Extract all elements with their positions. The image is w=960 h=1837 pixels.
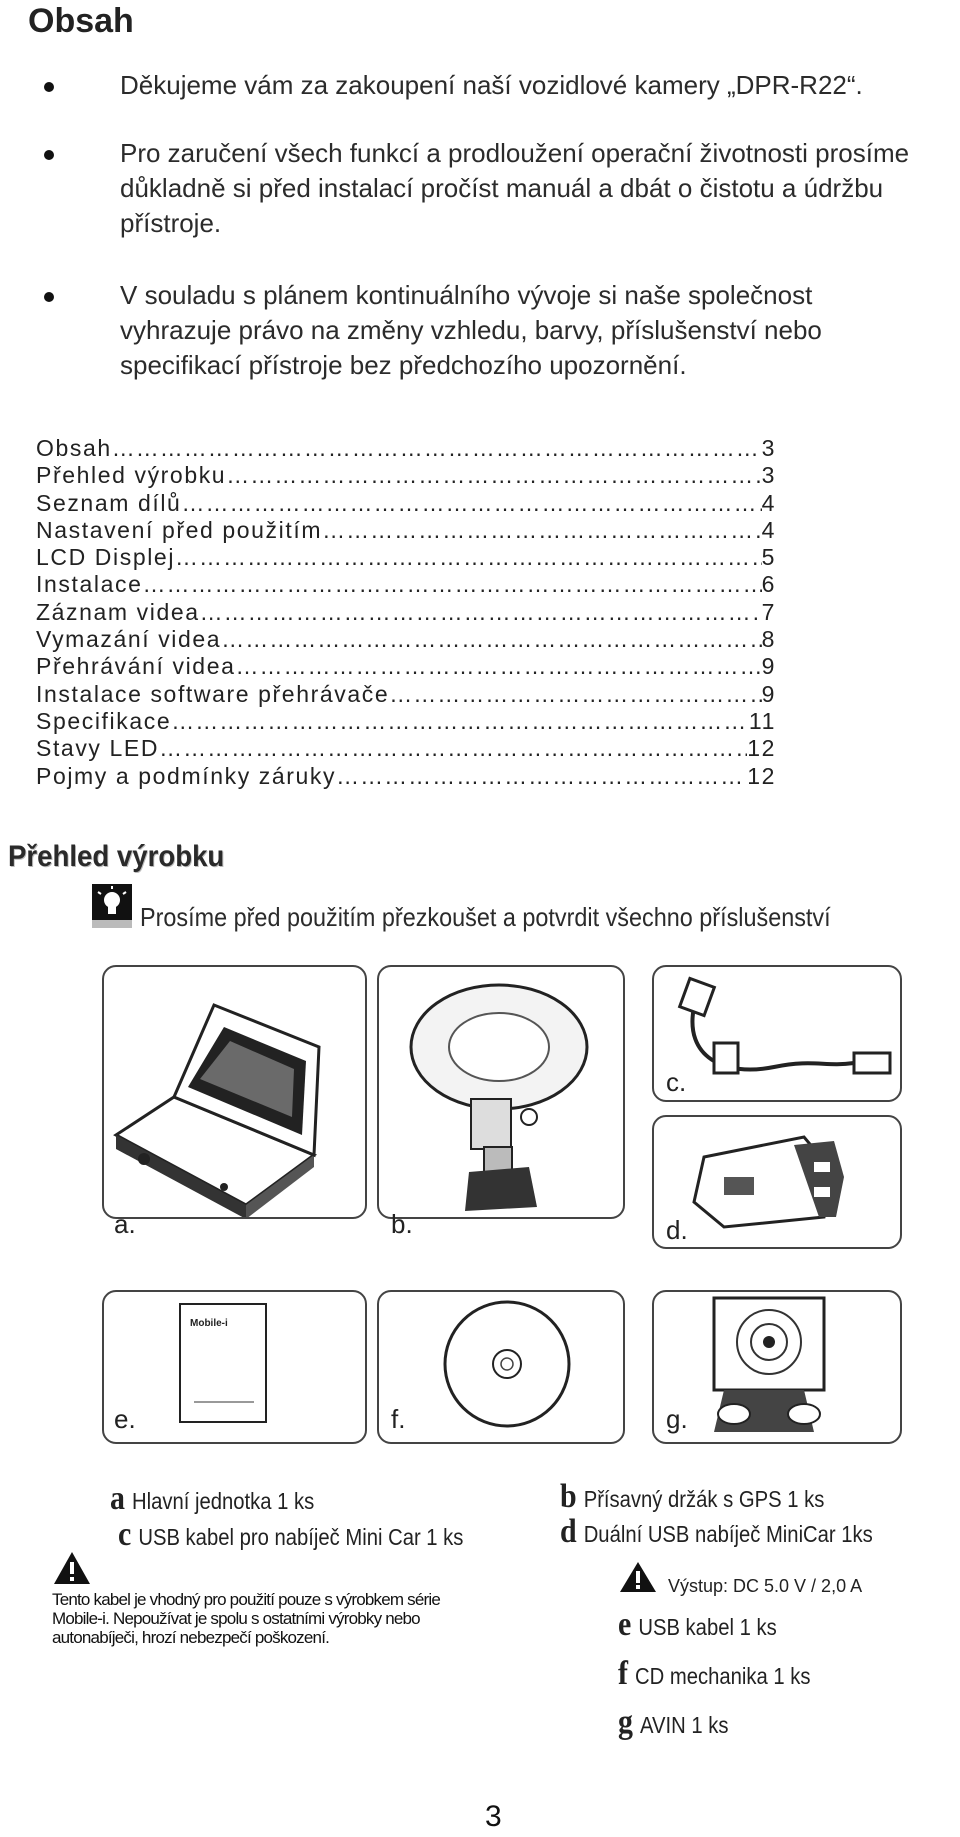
image-label-a: a. — [114, 1209, 136, 1239]
toc-title: Nastavení před použitím — [36, 516, 323, 543]
legend-item-c — [118, 1516, 463, 1554]
toc-title: Pojmy a podmínky záruky — [36, 762, 337, 789]
legend-text: USB kabel pro nabíječ Mini Car 1 ks — [138, 1524, 464, 1550]
toc-page: 6 — [761, 571, 776, 598]
toc-row[interactable] — [36, 571, 776, 598]
intro-paragraph-2: Pro zaručení všech funkcí a prodloužení operační životnosti prosíme důkladně si před instalací pročíst manuál a dbát o čistotu a údržbu přístroje. — [120, 138, 910, 238]
toc-row[interactable] — [36, 653, 776, 680]
toc-title: Specifikace — [36, 707, 172, 734]
toc-page: 11 — [748, 707, 776, 734]
image-label-e: e. — [114, 1404, 136, 1434]
toc-row[interactable] — [36, 462, 776, 489]
accessory-e-manual — [102, 1290, 367, 1444]
legend-letter: a — [110, 1480, 125, 1517]
suction-mount-image — [379, 967, 623, 1217]
intro-paragraph-1: Děkujeme vám za zakoupení naší vozidlové kamery „DPR-R22“. — [120, 70, 863, 100]
manual-logo: Mobile-i — [190, 1318, 228, 1329]
legend-text: Hlavní jednotka 1 ks — [132, 1488, 315, 1514]
tip-text: Prosíme před použitím přezkoušet a potvrdit všechno příslušenství — [140, 902, 831, 932]
accessory-g-avin — [652, 1290, 902, 1444]
toc-row[interactable] — [36, 735, 776, 762]
legend-item-g — [618, 1704, 728, 1742]
bullet-1 — [44, 82, 54, 92]
accessory-d-usb-charger — [652, 1115, 902, 1249]
toc-page: 3 — [761, 435, 776, 461]
toc-page: 8 — [761, 626, 776, 653]
legend-letter: c — [118, 1516, 132, 1553]
cd-disc-image — [379, 1292, 623, 1442]
warning-text: Tento kabel je vhodný pro použití pouze s výrobkem série Mobile-i. Nepoužívat je spolu s ostatními výrobky nebo autonabíječi, hrozí nebezpečí poškození. — [52, 1590, 440, 1647]
accessory-b-suction-mount — [377, 965, 625, 1239]
legend-letter: e — [618, 1606, 632, 1643]
toc-row[interactable] — [36, 435, 776, 462]
toc-row[interactable] — [36, 490, 776, 517]
toc-page: 4 — [761, 489, 776, 516]
accessory-f-cd — [377, 1290, 625, 1444]
section-title: Přehled výrobku — [8, 840, 225, 873]
toc-page: 9 — [761, 653, 776, 680]
toc-row[interactable] — [36, 626, 776, 653]
accessory-c-usb-cable — [652, 965, 902, 1102]
image-label-b: b. — [391, 1209, 413, 1239]
legend-item-b — [560, 1478, 824, 1516]
toc-title: Instalace software přehrávače — [36, 680, 390, 707]
image-label-d: d. — [666, 1215, 688, 1245]
toc-page: 7 — [761, 598, 776, 625]
toc-page: 5 — [761, 544, 776, 571]
legend-letter: d — [560, 1513, 577, 1550]
usb-cable-image — [654, 967, 900, 1100]
image-label-f: f. — [391, 1404, 406, 1434]
image-label-g: g. — [666, 1404, 688, 1434]
accessory-a-main-unit — [102, 965, 367, 1239]
toc-title: Stavy LED — [36, 735, 160, 762]
page-number: 3 — [485, 1800, 502, 1833]
legend-item-d — [560, 1513, 873, 1551]
avin-module-image — [654, 1292, 900, 1442]
toc-title: Vymazání videa — [36, 626, 222, 653]
toc-page: 12 — [747, 735, 776, 762]
toc-page: 4 — [761, 516, 776, 543]
toc-row[interactable] — [36, 544, 776, 571]
toc-title: LCD Displej — [36, 544, 176, 571]
legend-letter: f — [618, 1655, 628, 1692]
legend-item-f — [618, 1655, 811, 1693]
table-of-contents — [36, 435, 776, 790]
legend-item-e — [618, 1606, 777, 1644]
dashcam-unit-image — [104, 967, 365, 1217]
toc-row[interactable] — [36, 763, 776, 790]
output-spec: Výstup: DC 5.0 V / 2,0 A — [668, 1576, 863, 1596]
toc-title: Seznam dílů — [36, 489, 182, 516]
toc-page: 3 — [761, 462, 776, 489]
image-label-c: c. — [666, 1067, 687, 1097]
car-charger-image — [654, 1117, 900, 1247]
toc-row[interactable] — [36, 708, 776, 735]
legend-letter: b — [560, 1478, 577, 1515]
toc-row[interactable] — [36, 681, 776, 708]
toc-title: Přehled výrobku — [36, 462, 227, 489]
bullet-2 — [44, 150, 54, 160]
toc-title: Obsah — [36, 435, 112, 461]
toc-title: Záznam videa — [36, 598, 200, 625]
toc-row[interactable] — [36, 599, 776, 626]
legend-text: Přísavný držák s GPS 1 ks — [583, 1486, 825, 1512]
legend-text: CD mechanika 1 ks — [635, 1663, 811, 1689]
legend-text: USB kabel 1 ks — [638, 1614, 777, 1640]
manual-booklet-image — [104, 1292, 365, 1442]
legend-letter: g — [618, 1704, 633, 1741]
legend-text: AVIN 1 ks — [640, 1712, 729, 1738]
toc-title: Přehrávání videa — [36, 653, 236, 680]
toc-title: Instalace — [36, 571, 143, 598]
toc-page: 9 — [761, 680, 776, 707]
page-heading: Obsah — [28, 2, 134, 40]
toc-row[interactable] — [36, 517, 776, 544]
legend-text: Duální USB nabíječ MiniCar 1ks — [583, 1521, 873, 1547]
lightbulb-tip-icon — [92, 884, 132, 928]
toc-page: 12 — [747, 762, 776, 789]
warning-icon — [52, 1550, 92, 1586]
legend-item-a — [110, 1480, 314, 1518]
intro-paragraph-3: V souladu s plánem kontinuálního vývoje si naše společnost vyhrazuje právo na změny vzhledu, barvy, příslušenství nebo specifikací přístroje bez předchozího upozornění. — [120, 280, 822, 380]
bullet-3 — [44, 292, 54, 302]
warning-icon — [618, 1560, 658, 1594]
